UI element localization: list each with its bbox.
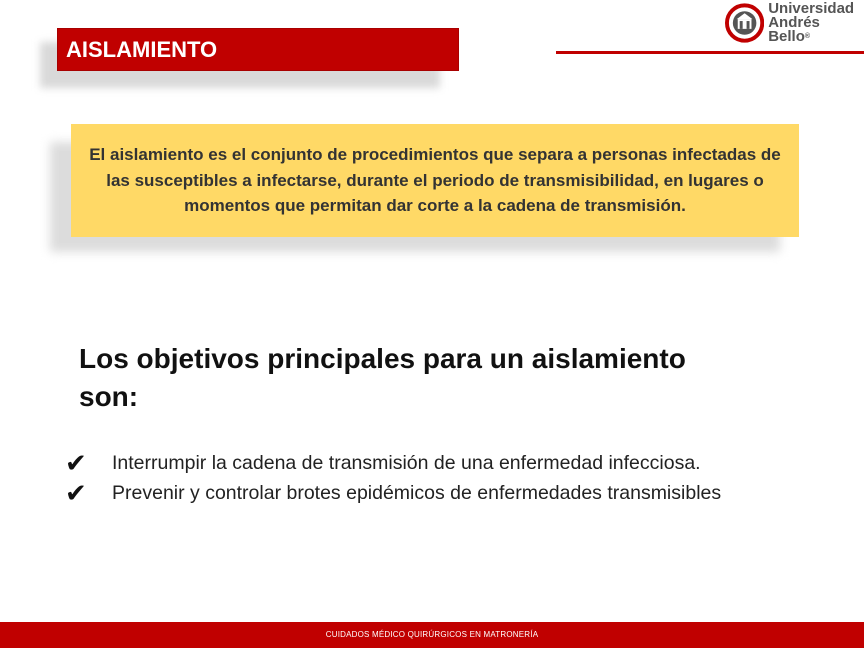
logo-line-2: Andrés Bello® (768, 14, 820, 45)
footer-text: CUIDADOS MÉDICO QUIRÚRGICOS EN MATRONERÍA (325, 630, 539, 639)
objective-text: Interrumpir la cadena de transmisión de una enfermedad infecciosa. (112, 452, 701, 474)
objective-text: Prevenir y controlar brotes epidémicos de enfermedades transmisibles (112, 481, 722, 504)
checkmark-icon: ✔ (65, 478, 87, 509)
logo-line-1: Universidad (768, 0, 855, 17)
objective-item (65, 479, 725, 508)
registered-mark: ® (804, 33, 811, 40)
header-divider (556, 51, 864, 54)
university-logo (725, 2, 864, 44)
footer-bar (0, 622, 864, 648)
objectives-heading: Los objetivos principales para un aislamiento son: (79, 343, 686, 412)
logo-wordmark (768, 2, 864, 44)
university-crest-icon (725, 3, 764, 43)
definition-box (71, 124, 799, 237)
checkmark-icon: ✔ (65, 449, 87, 479)
definition-text: El aislamiento es el conjunto de procedimientos que separa a personas infectadas de las susceptibles a infectarse, durante el periodo de transmisibilidad, en lugares o momentos que permitan dar corte a la cadena de transmisión. (89, 145, 781, 216)
objective-item (65, 449, 725, 478)
slide-title: AISLAMIENTO (57, 28, 459, 71)
objectives-list (65, 449, 725, 508)
